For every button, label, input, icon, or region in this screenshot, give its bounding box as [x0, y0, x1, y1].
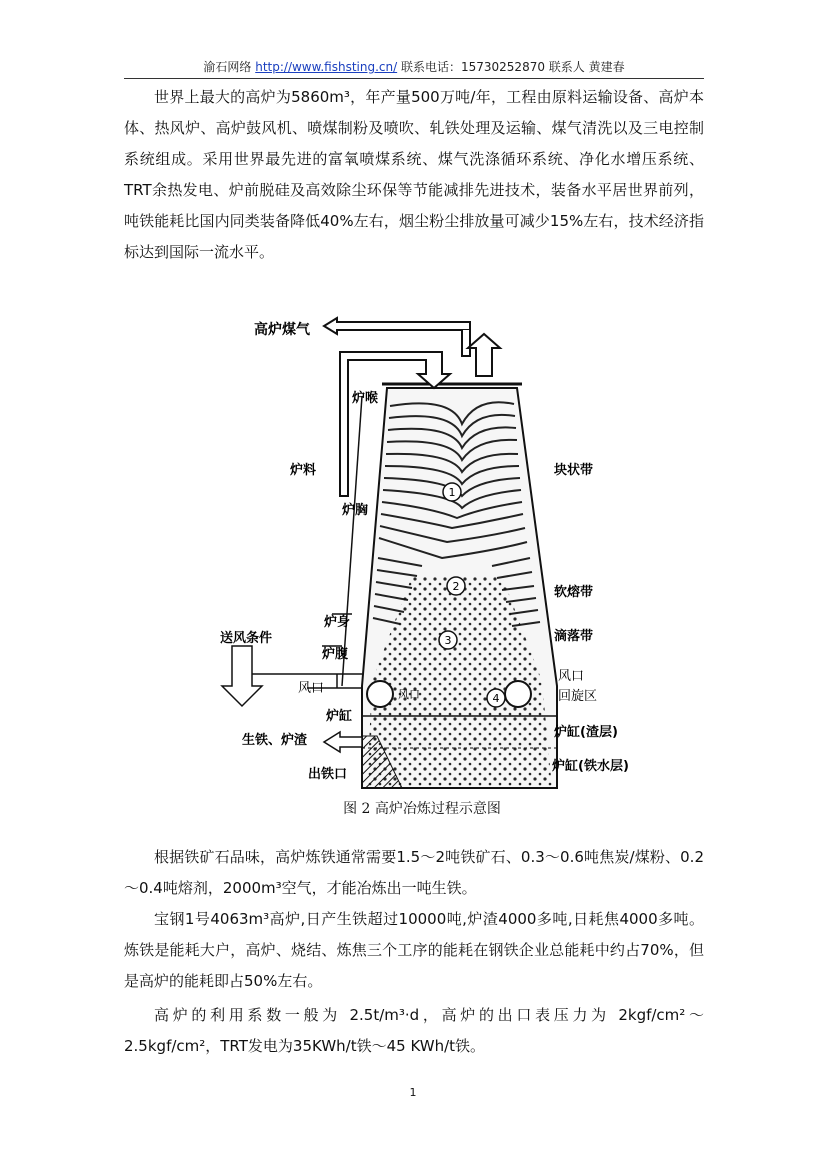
- header-company: 渝石网络: [203, 60, 252, 74]
- label-zone-soft: 软熔带: [554, 585, 594, 600]
- label-chest: 炉胸: [342, 503, 369, 518]
- label-tuyere-left: 风口: [298, 681, 325, 696]
- paragraph-2: 根据铁矿石品味，高炉炼铁通常需要1.5～2吨铁矿石、0.3～0.6吨焦炭/煤粉、0.2～0.4吨熔剂，2000m³空气，才能冶炼出一吨生铁。: [124, 848, 704, 897]
- paragraph-1: 世界上最大的高炉为5860m³，年产量500万吨/年，工程由原料运输设备、高炉本体、热风炉、高炉鼓风机、喷煤制粉及喷吹、轧铁处理及运输、煤气清洗以及三电控制系统组成。采用世界最先进的富氧喷煤系统、煤气洗涤循环系统、净化水增压系统、TRT余热发电、炉前脱硅及高效除尘环保等节能减排先进技术，装备水平居世界前列，吨铁能耗比国内同类装备降低40%左右，烟尘粉尘排放量可减少15%左右，技术经济指标达到国际一流水平。: [124, 88, 704, 261]
- label-tuyere-inner: 风口: [398, 688, 420, 701]
- marker-2: 2: [452, 580, 460, 593]
- label-taphole: 出铁口: [308, 767, 348, 782]
- raceway-right: [505, 681, 531, 707]
- label-blast: 送风条件: [220, 631, 273, 646]
- header-contact: 联系电话：15730252870 联系人 黄建春: [400, 60, 625, 74]
- marker-4: 4: [492, 692, 500, 705]
- header-url-link[interactable]: http://www.fishsting.cn/: [255, 60, 398, 74]
- blast-arrow: [222, 646, 262, 706]
- label-raceway-2: 回旋区: [558, 689, 598, 704]
- label-belly: 炉腹: [322, 647, 349, 662]
- label-products: 生铁、炉渣: [242, 733, 308, 748]
- products-arrow: [324, 732, 362, 752]
- label-hearth: 炉缸: [326, 709, 353, 724]
- label-charge: 炉料: [290, 463, 317, 478]
- label-zone-iron: 炉缸(铁水层): [552, 759, 629, 774]
- label-body: 炉身: [324, 615, 351, 630]
- marker-3: 3: [444, 634, 452, 647]
- furnace-diagram: [212, 296, 632, 796]
- label-zone-slag: 炉缸(渣层): [554, 725, 618, 740]
- label-throat: 炉喉: [352, 391, 379, 406]
- raceway-left: [367, 681, 393, 707]
- page-header: [124, 58, 704, 79]
- paragraph-3: 宝钢1号4063m³高炉,日产生铁超过10000吨,炉渣4000多吨,日耗焦4000多吨。炼铁是能耗大户，高炉、烧结、炼焦三个工序的能耗在钢铁企业总能耗中约占70%，但是高炉的能耗即占50%左右。: [124, 910, 704, 990]
- marker-1: 1: [448, 486, 456, 499]
- label-zone-drip: 滴落带: [554, 629, 594, 644]
- blast-furnace-figure: [212, 296, 632, 826]
- page-number: 1: [409, 1086, 417, 1099]
- label-gas: 高炉煤气: [254, 322, 310, 338]
- figure-caption: 图 2 高炉冶炼过程示意图: [343, 801, 501, 817]
- label-zone-block: 块状带: [554, 463, 594, 478]
- paragraph-4: 高炉的利用系数一般为 2.5t/m³·d，高炉的出口表压力为 2kgf/cm²～2.5kgf/cm²，TRT发电为35KWh/t铁～45 KWh/t铁。: [124, 1006, 704, 1055]
- label-raceway-1: 风口: [558, 669, 585, 684]
